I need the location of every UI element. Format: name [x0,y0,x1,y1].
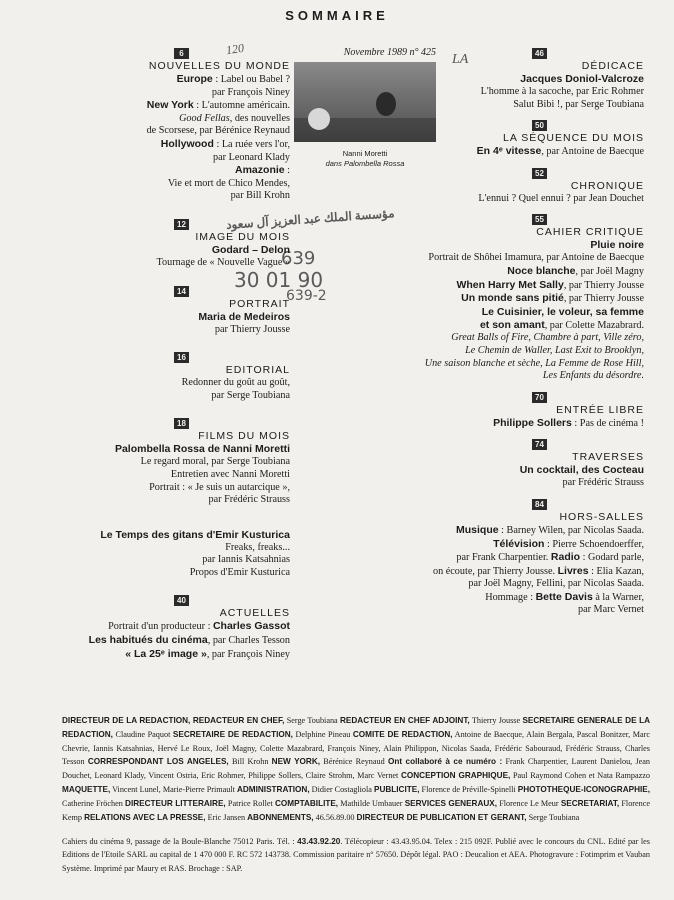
credit-names: Antoine de Baecque, Alain Bergala, Pascal Bonitzer, Marc Chevrie, Iannis Katsahnias, Hervé Le Roux, Joël Magny, Colette Mazabrard, François Niney, Alain Philippon, Nicolas Saada, Frédéric Sabouraud, Frédéric Strauss, Charles Tesson [62,729,650,767]
credit-role: SECRETAIRE GENERALE DE LA REDACTION, [62,716,651,739]
line-text: , par François Niney [206,648,290,660]
credit-names: Mathilde Umbauer [338,798,405,808]
section-title: TRAVERSES [572,451,644,464]
toc-section [56,219,290,270]
line-text: : Pas de cinéma ! [571,417,644,429]
line-text: Entretien avec Nanni Moretti [170,468,290,480]
ball-shape [308,108,330,130]
spacer [56,507,290,529]
bold-title: Maria de Medeiros [198,310,290,323]
bold-title: Hollywood [160,137,214,150]
toc-line [380,578,644,591]
line-text: Vie et mort de Chico Mendes, [167,177,290,189]
cover-issue: Novembre 1989 n° 425 [343,47,436,58]
toc-line [380,538,644,552]
stamp-line3: 30 01 90 [234,268,324,292]
section-title: PORTRAIT [229,297,290,310]
toc-section [380,499,644,617]
page-number-badge: 70 [532,392,547,403]
page-number-badge: 46 [532,48,547,59]
credit-role: CONCEPTION GRAPHIQUE, [400,771,511,781]
toc-line [56,125,290,138]
footer-block [62,835,650,875]
bold-title: Bette Davis [535,590,593,603]
section-title: HORS-SALLES [559,510,644,523]
bold-title: Philippe Sollers [493,416,572,429]
toc-line [56,164,290,178]
credit-role: PUBLICITE, [373,784,420,794]
toc-section [56,286,290,337]
toc-line [56,99,290,113]
italic-title: Les Enfants du désordre. [542,370,644,382]
page-number-wrap [56,286,290,298]
credit-role: DIRECTEUR DE PUBLICATION ET GERANT, [356,812,527,822]
credit-names: Paul Raymond Cohen et Nata Rampazzo [510,771,650,781]
toc-line [380,591,644,605]
credit-role: NEW YORK, [271,757,321,767]
toc-line [56,113,290,126]
toc-section [380,48,644,111]
toc-line [56,311,290,324]
toc-line [56,152,290,165]
credit-role: DIRECTEUR DE LA REDACTION, REDACTEUR EN CHEF, [62,716,285,725]
line-text: , par Antoine de Baecque [541,146,644,158]
footer-post: . Télécopieur : 43.43.95.04. Telex : 215 092F. Publié avec le concours du CNL. Edité par les Editions de l'Etoile SARL au capital de 1 470 000 F. RC 572 143738. Commission paritaire n° 57650. Dépôt légal. PAO : Deucalion et AEA. Photogravure : Fotimprim et Vauban Système. Imprimé par Maury et RAS. Brochage : SAP. [62,837,650,873]
credit-names: Frank Charpentier, Laurent Danielou, Jean Douchet, Leonard Klady, Vincent Ostria, Eric Rohmer, Philippe Sollers, Claire Strohm, Marc Vernet [62,757,651,781]
page-number-wrap [56,219,290,231]
toc-line [56,482,290,495]
credit-names: Bill Krohn [228,757,272,767]
toc-line [56,634,290,648]
line-text: par Thierry Jousse [214,323,290,335]
line-text: L'ennui ? Quel ennui ? par Jean Douchet [478,192,644,204]
credit-role: COMITE DE REDACTION, [352,729,453,739]
toc-section [380,168,644,206]
page-number-wrap [380,120,644,132]
credit-names: Thierry Jousse [469,716,523,725]
bold-title: Charles Gassot [212,620,290,633]
bold-title: Le Temps des gitans d'Emir Kusturica [100,528,290,541]
page-number-badge: 18 [174,418,189,429]
credit-role: ADMINISTRATION, [236,784,310,794]
toc-line [380,252,644,265]
line-text: à la Warner, [592,591,644,603]
line-text: : Label ou Babel ? [212,74,290,85]
line-text: par Iannis Katsahnias [202,554,290,566]
handwritten-note-left: 120 [225,40,245,58]
footer-phone: 43.43.92.20 [297,837,341,846]
bold-title: New York [146,99,194,112]
line-text: : L'automne américain. [193,100,290,112]
bold-title: et son amant [479,318,545,331]
page-number-badge: 6 [174,48,189,59]
toc-line [380,604,644,617]
line-text: Portrait : « Je suis un autarcique », [149,481,290,493]
credit-names: Patrice Rollet [225,798,276,808]
page-number-wrap [56,418,290,430]
toc-line [380,319,644,333]
line-text: , par Thierry Jousse [563,279,644,291]
bold-title: Pluie noire [590,239,644,252]
page-number-wrap [56,595,290,607]
section-title: FILMS DU MOIS [198,430,290,443]
line-text: Redonner du goût au goût, [181,377,290,389]
bold-title: Le Cuisinier, le voleur, sa femme [481,305,644,318]
credit-role: DIRECTEUR LITTERAIRE, [125,798,226,808]
toc-line [56,567,290,580]
section-title: ENTRÉE LIBRE [556,403,644,416]
stamp-line2: 639 [281,248,316,269]
handwritten-note-right: LA [452,52,469,67]
toc-line [56,456,290,469]
line-text: , des nouvelles [229,112,290,124]
italic-title: Une saison blanche et sèche, La Femme de Rose Hill, [424,357,644,369]
page-number-badge: 84 [532,499,547,510]
page-number-wrap [380,214,644,226]
line-text: Freaks, freaks... [225,541,290,553]
line-text: : Elia Kazan, [588,565,644,577]
credit-names: Delphine Pineau [292,729,353,739]
toc-line [56,138,290,152]
toc-section [380,214,644,382]
toc-line [380,524,644,538]
credit-role: ABONNEMENTS, [247,812,314,822]
line-text: par Serge Toubiana [211,389,290,401]
credit-role: SECRETAIRE DE REDACTION, [172,729,293,739]
page-number-wrap [380,439,644,451]
bold-title: Amazonie [235,164,285,177]
line-text: Le regard moral, par Serge Toubiana [140,456,290,468]
page-number-wrap [56,48,290,60]
toc-line [380,145,644,159]
toc-line [56,390,290,403]
page-number-badge: 40 [174,595,189,606]
credit-role: MAQUETTE, [62,784,111,794]
line-text: : Pierre Schoendoerffer, [544,538,644,550]
line-text: , par Charles Tesson [207,635,290,647]
toc-line [56,620,290,634]
toc-line [380,306,644,319]
credit-names: Vincent Lunel, Marie-Pierre Primault [110,784,237,794]
toc-line [56,542,290,555]
line-text: par Leonard Klady [213,151,290,163]
toc-line [56,494,290,507]
toc-line [380,332,644,345]
line-text: L'homme à la sacoche, par Eric Rohmer [480,86,644,97]
credit-names: Bérénice Reynaud [320,757,388,767]
toc-line [56,257,290,270]
line-text: , par Joël Magny [575,265,644,277]
credit-names: Florence de Préville-Spinelli [419,784,518,794]
toc-line [380,551,644,565]
bold-title: Livres [557,564,589,577]
toc-line [56,554,290,567]
credit-role: PHOTOTHEQUE-ICONOGRAPHIE, [517,784,650,794]
line-text: Hommage : [485,591,536,603]
toc-line [380,99,644,112]
line-text: , par Thierry Jousse [563,293,644,305]
toc-line [380,358,644,371]
toc-line [56,469,290,482]
line-text: par François Niney [211,86,290,98]
page-number-wrap [380,499,644,511]
line-text: par Marc Vernet [578,604,644,616]
section-title: IMAGE DU MOIS [195,230,290,243]
stamp-line4: 639-2 [286,288,327,304]
toc-line [380,345,644,358]
line-text: Tournage de « Nouvelle Vague » [156,256,290,268]
line-text: : Barney Wilen, par Nicolas Saada. [498,524,644,536]
credit-role: Ont collaboré à ce numéro : [387,757,503,767]
toc-line [380,477,644,490]
toc-line [56,377,290,390]
toc-section [56,48,290,203]
toc-section [380,392,644,431]
line-text: Portrait d'un producteur : [108,621,213,633]
cover-caption-line1: Nanni Moretti [342,149,388,158]
italic-title: Le Chemin de Waller, Last Exit to Brooklyn, [465,344,644,356]
credits-block [62,714,650,824]
line-text: de Scorsese, par Bérénice Reynaud [146,125,290,137]
line-text: par Frédéric Strauss [562,477,644,489]
section-title: CHRONIQUE [570,179,644,192]
line-text: : Godard parle, [580,552,644,564]
page-number-wrap [380,48,644,60]
toc-line [56,190,290,203]
section-title: NOUVELLES DU MONDE [148,60,290,72]
credit-role: SERVICES GENERAUX, [404,798,498,808]
section-title: CAHIER CRITIQUE [536,226,644,239]
line-text: Propos d'Emir Kusturica [189,566,290,578]
line-text: Salut Bibi !, par Serge Toubiana [513,98,644,110]
toc-line [56,87,290,100]
footer-pre: Cahiers du cinéma 9, passage de la Boule-Blanche 75012 Paris. Tél. : [62,837,298,846]
toc-line [56,648,290,662]
credit-names: 46.56.89.00 [313,812,357,822]
page-number-badge: 50 [532,120,547,131]
toc-section [380,120,644,159]
line-text: Portrait de Shôhei Imamura, par Antoine de Baecque [428,252,644,264]
page-number-wrap [56,352,290,364]
toc-line [380,565,644,579]
credit-role: CORRESPONDANT LOS ANGELES, [87,757,229,767]
credit-names: Catherine Fröchen [62,798,126,808]
credit-names: Eric Jansen [205,812,248,822]
toc-line [56,529,290,542]
line-text: par Frédéric Strauss [208,494,290,506]
bold-title: Palombella Rossa de Nanni Moretti [114,443,290,456]
toc-line [56,244,290,257]
page-number-badge: 52 [532,168,547,179]
bold-title: Un monde sans pitié [461,292,564,305]
credit-role: RELATIONS AVEC LA PRESSE, [84,812,206,822]
toc-line [56,178,290,191]
bold-title: Europe [176,73,213,85]
italic-title: Great Balls of Fire, Chambre à part, Ville zéro, [451,332,644,344]
bold-title: Noce blanche [507,264,576,277]
toc-line [380,265,644,279]
line-text: on écoute, par Thierry Jousse. [433,565,558,577]
line-text: , par Colette Mazabrard. [544,319,644,331]
credit-role: SECRETARIAT, [560,798,620,808]
section-title: LA SÉQUENCE DU MOIS [503,132,644,145]
toc-section [380,439,644,490]
stamp-line1: مؤسسة الملك عبد العزيز آل سعود [225,206,395,232]
page-number-badge: 14 [174,286,189,297]
page-number-wrap [380,168,644,180]
right-column [380,48,644,626]
toc-section [56,595,290,661]
bold-title: Les habitués du cinéma [88,634,208,647]
bold-title: Jacques Doniol-Valcroze [520,73,644,85]
credit-names: Serge Toubiana [284,716,341,725]
toc-line [56,443,290,456]
credit-names: Florence Le Meur [497,798,561,808]
left-column [56,48,290,677]
page-number-wrap [380,392,644,404]
toc-line [380,464,644,477]
page-number-badge: 12 [174,219,189,230]
page-number-badge: 16 [174,352,189,363]
page-number-badge: 74 [532,439,547,450]
credit-names: Florence Kemp [62,798,651,822]
line-text: par Bill Krohn [230,190,290,202]
credit-role: COMPTABILITE, [275,798,339,808]
section-title: ACTUELLES [219,607,290,620]
page-number-badge: 55 [532,214,547,225]
line-text: : La ruée vers l'or, [213,138,290,150]
page-title: SOMMAIRE [285,8,389,23]
credit-names: Didier Costagliola [309,784,374,794]
line-text: : [284,165,290,177]
toc-line [380,239,644,252]
toc-line [380,73,644,86]
credit-names: Claudine Paquot [112,729,173,739]
section-title: DÉDICACE [581,60,644,72]
toc-section [56,418,290,579]
line-text: par Frank Charpentier. [456,552,551,564]
bold-title: En 4ᵉ vitesse [476,145,542,158]
bold-title: Un cocktail, des Cocteau [519,464,644,477]
credit-names: Serge Toubiana [526,812,580,822]
toc-line [56,324,290,337]
toc-section [56,352,290,402]
toc-line [380,86,644,99]
toc-line [380,292,644,306]
credit-role: REDACTEUR EN CHEF ADJOINT, [340,716,470,725]
toc-line [380,279,644,293]
bold-title: « La 25ᵉ image » [125,647,207,660]
cover-caption-line2: dans Palombella Rossa [325,159,405,168]
bold-title: When Harry Met Sally [456,278,564,291]
bold-title: Musique [456,523,499,536]
toc-line [380,417,644,431]
toc-line [380,193,644,206]
toc-line [380,370,644,383]
section-title: EDITORIAL [225,364,290,377]
bold-title: Radio [550,551,581,564]
toc-line [56,73,290,87]
bold-title: Télévision [493,537,545,550]
line-text: par Joël Magny, Fellini, par Nicolas Saada. [468,578,644,590]
bold-title: Godard – Delon [211,243,290,256]
italic-title: Good Fellas [179,112,230,124]
